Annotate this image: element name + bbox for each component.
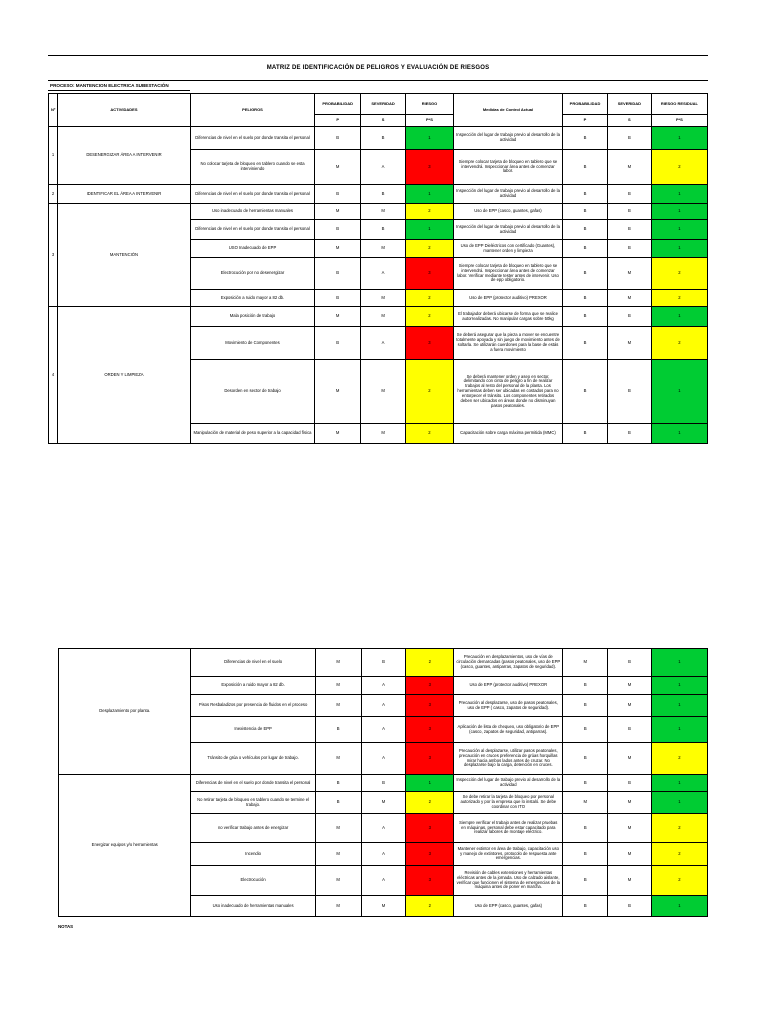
severidad-residual-cell: B [608, 896, 652, 917]
probabilidad-cell: B [315, 792, 361, 814]
medida-control-cell: Siempre colocar tarjeta de bloqueo en tablero que se intervendrá. Inspeccionar área antes de comenzar labor. Verificar mediante tester antes de intervenir. Uso de epp obligatorio. [453, 258, 562, 290]
peligro-cell: No colocar tarjeta de bloqueo en tablero cuando se esta interviniendo [190, 150, 314, 185]
riesgo-cell: 2 [406, 424, 454, 444]
probabilidad-residual-cell: B [563, 290, 608, 307]
riesgo-cell: 2 [406, 649, 454, 677]
riesgo-residual-cell: 2 [651, 866, 707, 896]
peligro-cell: Diferencias de nivel en el suelo por donde transita el personal [190, 185, 314, 204]
medida-control-cell: Siempre colocar tarjeta de bloqueo en tablero que se intervendrá. Inspeccionar área antes de comenzar labor. [453, 150, 562, 185]
activity-number-cell: 2 [49, 185, 58, 204]
probabilidad-cell: M [315, 866, 361, 896]
severidad-cell: A [361, 327, 406, 360]
col-header-s: S [361, 115, 406, 127]
riesgo-cell: 1 [406, 775, 454, 792]
probabilidad-residual-cell: B [563, 204, 608, 220]
peligro-cell: Diferencias de nivel en el suelo por donde transita el personal [191, 775, 315, 792]
col-header-s-residual: S [607, 115, 651, 127]
riesgo-residual-cell: 1 [651, 240, 707, 258]
probabilidad-residual-cell: B [563, 220, 608, 240]
severidad-residual-cell: B [608, 649, 652, 677]
peligro-cell: Electrocución [191, 866, 315, 896]
medida-control-cell: Uso de EPP Dieléctricos con certificado (Guantes), mantener orden y limpieza [453, 240, 562, 258]
riesgo-cell: 3 [406, 843, 454, 866]
severidad-cell: M [361, 792, 406, 814]
probabilidad-cell: B [315, 290, 361, 307]
probabilidad-cell: M [315, 150, 361, 185]
severidad-cell: A [361, 150, 406, 185]
severidad-residual-cell: M [608, 843, 652, 866]
riesgo-residual-cell: 2 [651, 743, 707, 775]
riesgo-residual-cell: 1 [651, 360, 707, 424]
peligro-cell: Diferencias de nivel en el suelo [191, 649, 315, 677]
activity-number-cell: 3 [49, 204, 58, 307]
col-header-ps: P*S [406, 115, 454, 127]
severidad-residual-cell: B [607, 204, 651, 220]
severidad-residual-cell: B [607, 424, 651, 444]
severidad-residual-cell: M [607, 290, 651, 307]
risk-matrix-table-bottom [58, 648, 708, 917]
document-title: MATRIZ DE IDENTIFICACIÓN DE PELIGROS Y EVALUACIÓN DE RIESGOS [48, 55, 708, 81]
col-header-medidas: Medidas de Control Actual [453, 94, 562, 127]
col-header-riesgo: RIESGO [406, 94, 454, 115]
col-header-riesgo-residual: RIESGO RESIDUAL [651, 94, 707, 115]
severidad-cell: A [361, 866, 406, 896]
riesgo-residual-cell: 2 [651, 843, 707, 866]
probabilidad-cell: M [315, 649, 361, 677]
riesgo-residual-cell: 1 [651, 649, 707, 677]
riesgo-residual-cell: 1 [651, 185, 707, 204]
probabilidad-residual-cell: B [563, 814, 608, 843]
riesgo-residual-cell: 2 [651, 258, 707, 290]
severidad-residual-cell: M [608, 677, 652, 695]
severidad-cell: M [361, 240, 406, 258]
riesgo-residual-cell: 2 [651, 290, 707, 307]
severidad-cell: B [361, 649, 406, 677]
severidad-residual-cell: M [608, 814, 652, 843]
probabilidad-residual-cell: B [563, 866, 608, 896]
severidad-residual-cell: M [607, 258, 651, 290]
table-row [49, 307, 708, 327]
medida-control-cell: Mantener extintor en área de trabajo, capacitación uso y manejo de extintores, protocolo de respuesta ante emergencias. [454, 843, 563, 866]
col-header-peligros: PELIGROS [190, 94, 314, 127]
probabilidad-cell: B [315, 775, 361, 792]
peligro-cell: Uso inadecuado de herramientas manuales [190, 204, 314, 220]
probabilidad-residual-cell: B [563, 185, 608, 204]
severidad-cell: A [361, 717, 406, 743]
riesgo-residual-cell: 1 [651, 792, 707, 814]
severidad-cell: B [361, 127, 406, 150]
activity-name-cell: Desplazamiento por planta. [59, 649, 191, 775]
peligro-cell: Pisos Resbaladizos por presencia de fluidos en el proceso [191, 695, 315, 717]
severidad-residual-cell: M [607, 150, 651, 185]
medida-control-cell: Capacitación sobre carga máxima permitida (MMC) [453, 424, 562, 444]
activity-name-cell: Energizar equipos y/o herramientas [59, 775, 191, 917]
medida-control-cell: Precaución al desplazarse, utilizar pasos peatonales, precaución en cruces preferencia de grúas horquillas mirar hacia ambos lados antes de cruzar. No desplazarse bajo la carga, detención en cruces. [454, 743, 563, 775]
riesgo-residual-cell: 1 [651, 896, 707, 917]
peligro-cell: Diferencias de nivel en el suelo por donde transita el personal [190, 220, 314, 240]
riesgo-cell: 1 [406, 220, 454, 240]
medida-control-cell: Siempre verificar el trabajo antes de realizar pruebas en máquinas, personal debe estar capacitado para realizar labores de montaje eléctrico. [454, 814, 563, 843]
riesgo-cell: 2 [406, 240, 454, 258]
probabilidad-cell: M [315, 307, 361, 327]
peligro-cell: USO Inadecuado de EPP [190, 240, 314, 258]
riesgo-cell: 3 [406, 866, 454, 896]
probabilidad-cell: M [315, 695, 361, 717]
risk-matrix-table-top [48, 93, 708, 444]
peligro-cell: Mala posición de trabajo [190, 307, 314, 327]
severidad-cell: A [361, 843, 406, 866]
col-header-num: Nº [49, 94, 58, 127]
medida-control-cell: Inspección del lugar de trabajo previo al desarrollo de la actividad [453, 127, 562, 150]
probabilidad-residual-cell: B [563, 677, 608, 695]
riesgo-cell: 3 [406, 717, 454, 743]
activity-name-cell: MANTENCIÓN [58, 204, 191, 307]
probabilidad-cell: M [315, 677, 361, 695]
peligro-cell: Tránsito de grúa o vehículos por lugar de trabajo. [191, 743, 315, 775]
medida-control-cell: Se debe retirar la tarjeta de bloqueo por personal autorizado y por la empresa que lo instaló. Se debe coordinar con ITO [454, 792, 563, 814]
severidad-cell: A [361, 258, 406, 290]
medida-control-cell: Uso de EPP (protector auditivo) PREXOR [454, 677, 563, 695]
riesgo-residual-cell: 2 [651, 150, 707, 185]
riesgo-residual-cell: 1 [651, 307, 707, 327]
severidad-cell: A [361, 743, 406, 775]
severidad-residual-cell: M [607, 327, 651, 360]
peligro-cell: Exposición a ruido mayor a 82 db. [190, 290, 314, 307]
table-row [59, 775, 708, 792]
probabilidad-residual-cell: B [563, 360, 608, 424]
riesgo-residual-cell: 1 [651, 717, 707, 743]
severidad-residual-cell: B [607, 307, 651, 327]
peligro-cell: Movimiento de Componentes [190, 327, 314, 360]
severidad-residual-cell: B [607, 185, 651, 204]
activity-name-cell: IDENTIFICAR EL ÁREA A INTERVENIR [58, 185, 191, 204]
peligro-cell: Manipulación de material de peso superior a la capacidad física [190, 424, 314, 444]
riesgo-residual-cell: 1 [651, 220, 707, 240]
severidad-cell: A [361, 695, 406, 717]
col-header-probabilidad-residual: PROBABILIDAD [563, 94, 608, 115]
peligro-cell: No retirar tarjeta de bloqueo en tablero cuando se termine el trabajo. [191, 792, 315, 814]
table-row [59, 649, 708, 677]
probabilidad-residual-cell: B [563, 307, 608, 327]
medida-control-cell: Revisión de cables extensiones y herramientas eléctricas antes de la jornada. Uso de calzado aislante, verificar que funcionen el sistema de emergencias de la máquina antes de poner en marcha. [454, 866, 563, 896]
medida-control-cell: Uso de EPP (casco, guantes, gafas) [453, 204, 562, 220]
probabilidad-cell: M [315, 360, 361, 424]
riesgo-cell: 3 [406, 677, 454, 695]
activity-number-cell: 1 [49, 127, 58, 185]
severidad-cell: M [361, 204, 406, 220]
medida-control-cell: Inspección del lugar de trabajo previo al desarrollo de la actividad [453, 185, 562, 204]
riesgo-residual-cell: 1 [651, 695, 707, 717]
col-header-p-residual: P [563, 115, 608, 127]
peligro-cell: Desorden en sector de trabajo [190, 360, 314, 424]
severidad-residual-cell: B [607, 240, 651, 258]
severidad-residual-cell: B [608, 717, 652, 743]
probabilidad-cell: M [315, 814, 361, 843]
peligro-cell: Uso inadecuado de herramientas manuales [191, 896, 315, 917]
riesgo-cell: 3 [406, 258, 454, 290]
riesgo-residual-cell: 2 [651, 814, 707, 843]
riesgo-cell: 3 [406, 743, 454, 775]
riesgo-residual-cell: 1 [651, 204, 707, 220]
probabilidad-residual-cell: B [563, 258, 608, 290]
severidad-residual-cell: M [608, 743, 652, 775]
medida-control-cell: Uso de EPP (protector auditivo) PREXOR [453, 290, 562, 307]
riesgo-residual-cell: 1 [651, 127, 707, 150]
medida-control-cell: Inspección del lugar de trabajo previo al desarrollo de la actividad [453, 220, 562, 240]
severidad-residual-cell: B [607, 220, 651, 240]
peligro-cell: Inexistencia de EPP [191, 717, 315, 743]
probabilidad-cell: B [315, 220, 361, 240]
severidad-residual-cell: B [608, 775, 652, 792]
riesgo-cell: 2 [406, 360, 454, 424]
medida-control-cell: Precaución en desplazamientos, uso de vías de circulación demarcadas (pasos peatonales, uso de EPP (casco, guantes, antiparras, zapatos de seguridad). [454, 649, 563, 677]
riesgo-residual-cell: 2 [651, 327, 707, 360]
activity-name-cell: DESENERGIZAR ÁREA A INTERVENIR [58, 127, 191, 185]
severidad-residual-cell: B [607, 360, 651, 424]
peligro-cell: no verificar trabajo antes de energizar [191, 814, 315, 843]
peligro-cell: Incendio [191, 843, 315, 866]
medida-control-cell: El trabajador deberá ubicarse de forma que se realice autorrealizadas. No manipular cargas sobre 50kg [453, 307, 562, 327]
probabilidad-residual-cell: B [563, 424, 608, 444]
riesgo-cell: 2 [406, 896, 454, 917]
severidad-residual-cell: M [608, 792, 652, 814]
riesgo-cell: 2 [406, 792, 454, 814]
probabilidad-cell: B [315, 127, 361, 150]
riesgo-cell: 2 [406, 290, 454, 307]
riesgo-cell: 3 [406, 695, 454, 717]
severidad-cell: M [361, 896, 406, 917]
probabilidad-residual-cell: B [563, 843, 608, 866]
severidad-cell: M [361, 360, 406, 424]
severidad-residual-cell: M [608, 695, 652, 717]
probabilidad-cell: M [315, 843, 361, 866]
col-header-ps-residual: P*S [651, 115, 707, 127]
probabilidad-residual-cell: B [563, 743, 608, 775]
medida-control-cell: Inspección del lugar de trabajo previo al desarrollo de la actividad [454, 775, 563, 792]
table-row [49, 204, 708, 220]
riesgo-cell: 3 [406, 150, 454, 185]
severidad-cell: B [361, 775, 406, 792]
medida-control-cell: Aplicación de lista de chequeo, uso obligatorio de EPP (casco, zapatos de seguridad, antiparras). [454, 717, 563, 743]
riesgo-cell: 3 [406, 814, 454, 843]
severidad-cell: M [361, 307, 406, 327]
table-row [49, 185, 708, 204]
riesgo-cell: 2 [406, 204, 454, 220]
peligro-cell: Electrocución por no desenergizar [190, 258, 314, 290]
col-header-severidad: SEVERIDAD [361, 94, 406, 115]
probabilidad-residual-cell: B [563, 775, 608, 792]
medida-control-cell: Precaución al desplazarse, uso de pasos peatonales, uso de EPP ( casco, zapatos de seguridad). [454, 695, 563, 717]
probabilidad-cell: M [315, 424, 361, 444]
riesgo-residual-cell: 1 [651, 677, 707, 695]
severidad-cell: A [361, 814, 406, 843]
severidad-residual-cell: M [608, 866, 652, 896]
riesgo-residual-cell: 1 [651, 424, 707, 444]
severidad-residual-cell: B [607, 127, 651, 150]
probabilidad-cell: M [315, 743, 361, 775]
riesgo-cell: 1 [406, 185, 454, 204]
riesgo-cell: 3 [406, 327, 454, 360]
severidad-cell: B [361, 220, 406, 240]
severidad-cell: B [361, 185, 406, 204]
process-label: PROCESO: MANTENCION ELECTRICA SUBESTACIÓN [48, 80, 190, 91]
activity-name-cell: ORDEN Y LIMPIEZA [58, 307, 191, 444]
col-header-probabilidad: PROBABILIDAD [315, 94, 361, 115]
probabilidad-cell: M [315, 896, 361, 917]
medida-control-cell: Se deberá asegurar que la pieza a mover se encuentre totalmente apoyada y sin juego de movimiento antes de soltarla. Se utilizarán cuerdones para la base de estás a fuera movimiento [453, 327, 562, 360]
medida-control-cell: Uso de EPP (casco, guantes, gafas) [454, 896, 563, 917]
severidad-cell: A [361, 677, 406, 695]
activity-number-cell: 4 [49, 307, 58, 444]
probabilidad-cell: B [315, 717, 361, 743]
probabilidad-cell: M [315, 240, 361, 258]
probabilidad-cell: M [315, 204, 361, 220]
riesgo-cell: 1 [406, 127, 454, 150]
probabilidad-residual-cell: B [563, 695, 608, 717]
peligro-cell: Diferencias de nivel en el suelo por donde transita el personal [190, 127, 314, 150]
probabilidad-residual-cell: B [563, 896, 608, 917]
severidad-cell: M [361, 424, 406, 444]
col-header-actividades: ACTIVIDADES [58, 94, 191, 127]
medida-control-cell: Se deberá mantener orden y aseo en sector, delimitando con cinta de peligro a fin de realizar trabajos al resto del personal de la planta. Los herramientas deben ser ubicadas en costados para no entorpecer el tránsito. Los componentes retirados deben ser ubicados en áreas donde no disminuyan pasos peatonales. [453, 360, 562, 424]
col-header-severidad-residual: SEVERIDAD [607, 94, 651, 115]
probabilidad-residual-cell: B [563, 240, 608, 258]
probabilidad-residual-cell: M [563, 649, 608, 677]
severidad-cell: M [361, 290, 406, 307]
probabilidad-residual-cell: M [563, 792, 608, 814]
notes-label: NOTAS [58, 924, 74, 929]
col-header-p: P [315, 115, 361, 127]
probabilidad-residual-cell: B [563, 150, 608, 185]
riesgo-cell: 2 [406, 307, 454, 327]
peligro-cell: Exposición a ruido mayor a 82 db. [191, 677, 315, 695]
probabilidad-cell: B [315, 185, 361, 204]
probabilidad-residual-cell: B [563, 717, 608, 743]
probabilidad-residual-cell: B [563, 127, 608, 150]
table-row [49, 127, 708, 150]
riesgo-residual-cell: 1 [651, 775, 707, 792]
probabilidad-residual-cell: B [563, 327, 608, 360]
probabilidad-cell: B [315, 258, 361, 290]
probabilidad-cell: B [315, 327, 361, 360]
